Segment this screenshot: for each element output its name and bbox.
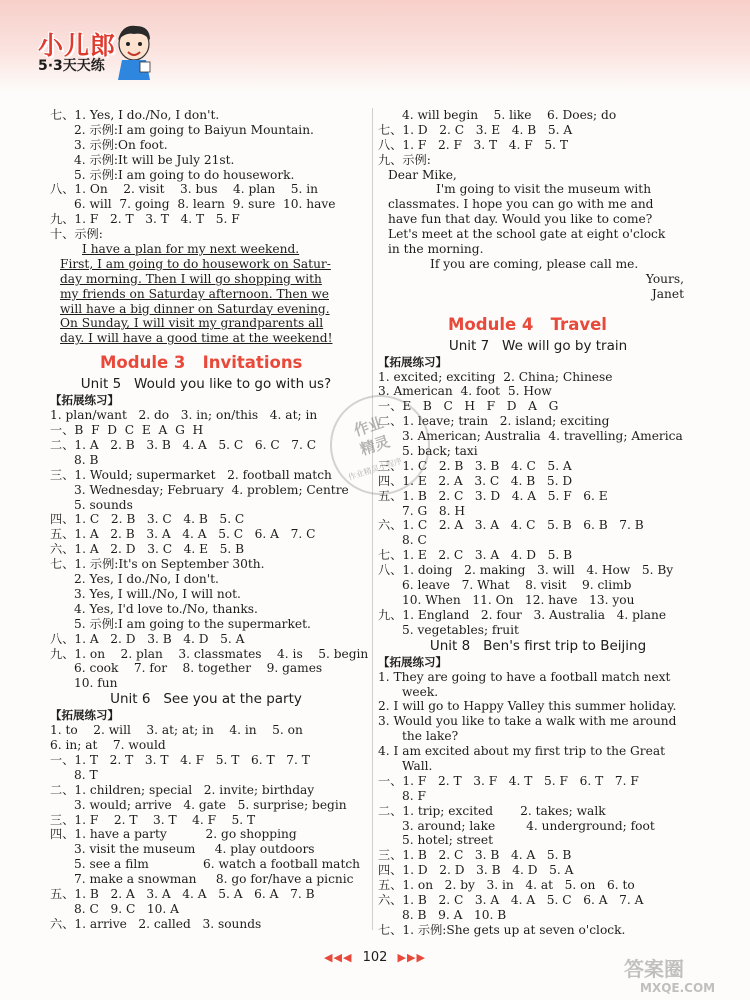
answer-line: 二、1. trip; excited 2. takes; walk xyxy=(378,803,606,818)
answer-line: 七、1. 示例:She gets up at seven o'clock. xyxy=(378,922,626,937)
page-number: 102 xyxy=(362,950,388,965)
answer-line: 8. T xyxy=(74,767,98,782)
essay-line: First, I am going to do housework on Satur- xyxy=(60,256,331,271)
answer-line: 九、1. F 2. T 3. T 4. T 5. F xyxy=(50,212,240,227)
stamp-text: 作业精灵小程序 xyxy=(347,456,404,483)
unit-6-heading: Unit 6 See you at the party xyxy=(110,691,302,708)
brand-subtitle: 5·3天天练 xyxy=(38,58,105,74)
letter-greeting: Dear Mike, xyxy=(388,167,457,182)
answer-line: the lake? xyxy=(402,729,459,744)
answer-line: 5. 示例:I am going to do housework. xyxy=(74,167,295,182)
letter-sign: Janet xyxy=(651,286,684,301)
answer-line: 8. F xyxy=(402,788,426,803)
answer-line: 二、1. A 2. B 3. B 4. A 5. C 6. C 7. C xyxy=(50,438,317,453)
answer-line: 5. 示例:I am going to the supermarket. xyxy=(74,616,311,631)
answer-line: week. xyxy=(402,684,439,699)
answer-line: 九、1. England 2. four 3. Australia 4. plane xyxy=(378,607,667,622)
answer-line: 三、1. C 2. B 3. B 4. C 5. A xyxy=(378,458,572,473)
module-4-heading: Module 4 Travel xyxy=(448,314,607,334)
answer-line: 六、1. B 2. C 3. A 4. A 5. C 6. A 7. A xyxy=(378,892,644,907)
answer-line: 3. visit the museum 4. play outdoors xyxy=(74,842,315,857)
answer-line: 五、1. A 2. B 3. A 4. A 5. C 6. A 7. C xyxy=(50,527,316,542)
answer-line: 八、1. A 2. D 3. B 4. D 5. A xyxy=(50,631,245,646)
answer-line: 一、B F D C E A G H xyxy=(50,423,204,438)
answer-line: 八、1. F 2. F 3. T 4. F 5. T xyxy=(378,137,569,152)
answer-line: 2. 示例:I am going to Baiyun Mountain. xyxy=(74,122,314,137)
answer-line: 四、1. have a party 2. go shopping xyxy=(50,827,297,842)
answer-line: 4. Yes, I'd love to./No, thanks. xyxy=(74,601,258,616)
essay-line: I have a plan for my next weekend. xyxy=(82,242,300,257)
letter-line: have fun that day. Would you like to come? xyxy=(388,212,653,227)
essay-line: day morning. Then I will go shopping with xyxy=(60,271,322,286)
letter-line: I'm going to visit the museum with xyxy=(436,182,652,197)
site-watermark-logo xyxy=(620,954,742,996)
answer-line: 七、1. 示例:It's on September 30th. xyxy=(50,557,265,572)
watermark-url: MXQE.COM xyxy=(640,981,716,995)
column-divider xyxy=(372,108,373,930)
essay-line: my friends on Saturday afternoon. Then we xyxy=(60,286,330,301)
answer-line: 三、1. B 2. C 3. B 4. A 5. B xyxy=(378,848,572,863)
answer-line: 五、1. B 2. A 3. A 4. A 5. A 6. A 7. B xyxy=(50,886,315,901)
answer-line: 九、示例: xyxy=(378,152,431,167)
answer-line: 3. American; Australia 4. travelling; America xyxy=(402,429,683,444)
answer-line: 8. C xyxy=(402,533,427,548)
answer-line: 3. around; lake 4. underground; foot xyxy=(402,818,655,833)
answer-line: 八、1. On 2. visit 3. bus 4. plan 5. in xyxy=(50,182,319,197)
answer-line: 九、1. on 2. plan 3. classmates 4. is 5. begin xyxy=(50,646,369,661)
answer-line: 三、1. F 2. T 3. T 4. F 5. T xyxy=(50,812,256,827)
answer-line: 10. fun xyxy=(74,676,118,691)
answer-line: 六、1. arrive 2. called 3. sounds xyxy=(50,916,262,931)
answer-line: 六、1. C 2. A 3. A 4. C 5. B 6. B 7. B xyxy=(378,518,644,533)
answer-line: 3. Wednesday; February 4. problem; Centre xyxy=(74,482,349,497)
answer-line: 3. Would you like to take a walk with me around xyxy=(378,714,677,729)
stamp-text: 作业 xyxy=(351,413,386,440)
answer-line: 4. 示例:It will be July 21st. xyxy=(74,152,235,167)
essay-line: On Sunday, I will visit my grandparents all xyxy=(60,316,324,331)
answer-line: 6. cook 7. for 8. together 9. games xyxy=(74,661,323,676)
answer-line: 3. would; arrive 4. gate 5. surprise; begin xyxy=(74,797,347,812)
answer-line: 七、1. D 2. C 3. E 4. B 5. A xyxy=(378,122,573,137)
answer-line: 二、1. children; special 2. invite; birthday xyxy=(50,782,315,797)
answer-line: 4. I am excited about my first trip to the Great xyxy=(378,744,665,759)
answer-line: 5. sounds xyxy=(74,497,133,512)
answer-line: 7. G 8. H xyxy=(402,503,465,518)
answer-line: 1. excited; exciting 2. China; Chinese xyxy=(378,369,613,384)
answer-line: 5. back; taxi xyxy=(402,444,478,459)
arrow-right-icon: ▶▶▶ xyxy=(397,951,426,964)
answer-line: 5. see a film 6. watch a football match xyxy=(74,857,361,872)
answer-line: 六、1. A 2. D 3. C 4. E 5. B xyxy=(50,542,245,557)
answer-line: 2. I will go to Happy Valley this summer holiday. xyxy=(378,699,677,714)
answer-line: 8. B xyxy=(74,452,99,467)
practice-tag: 【拓展练习】 xyxy=(378,654,447,669)
arrow-left-icon: ◀◀◀ xyxy=(324,951,353,964)
answer-line: 1. to 2. will 3. at; at; in 4. in 5. on xyxy=(50,723,303,738)
practice-tag: 【拓展练习】 xyxy=(50,708,119,723)
practice-tag: 【拓展练习】 xyxy=(378,354,447,369)
answer-line: 一、1. F 2. T 3. F 4. T 5. F 6. T 7. F xyxy=(378,773,639,788)
answer-line: 8. B 9. A 10. B xyxy=(402,907,507,922)
stamp-text: 精灵 xyxy=(357,432,392,459)
essay-line: will have a big dinner on Saturday evening. xyxy=(60,301,330,316)
answer-line: 10. When 11. On 12. have 13. you xyxy=(402,592,635,607)
answer-line: 三、1. Would; supermarket 2. football match xyxy=(50,467,332,482)
answer-line: 一、E B C H F D A G xyxy=(378,399,559,414)
brand-logo: 小儿郎 xyxy=(38,31,117,60)
mascot-boy-icon xyxy=(112,22,156,82)
answer-line: 5. hotel; street xyxy=(402,833,493,848)
answer-line: 4. will begin 5. like 6. Does; do xyxy=(402,108,617,122)
answer-line: 3. 示例:On foot. xyxy=(74,137,168,152)
answer-line: 8. C 9. C 10. A xyxy=(74,901,179,916)
unit-8-heading: Unit 8 Ben's first trip to Beijing xyxy=(429,637,647,654)
unit-5-heading: Unit 5 Would you like to go with us? xyxy=(80,376,332,393)
letter-line: classmates. I hope you can go with me and xyxy=(388,197,654,212)
practice-tag: 【拓展练习】 xyxy=(50,393,119,408)
answer-line: 四、1. C 2. B 3. C 4. B 5. C xyxy=(50,512,245,527)
answer-line: 二、1. leave; train 2. island; exciting xyxy=(378,414,610,429)
answer-line: Wall. xyxy=(402,758,433,773)
answer-line: 七、1. Yes, I do./No, I don't. xyxy=(50,108,220,122)
answer-line: 6. leave 7. What 8. visit 9. climb xyxy=(402,578,632,593)
essay-line: day. I will have a good time at the weekend! xyxy=(60,331,333,346)
answer-line: 四、1. E 2. A 3. C 4. B 5. D xyxy=(378,473,573,488)
answer-line: 一、1. T 2. T 3. T 4. F 5. T 6. T 7. T xyxy=(50,752,310,767)
right-column xyxy=(378,108,698,938)
unit-7-heading: Unit 7 We will go by train xyxy=(448,337,628,354)
answer-line: 八、1. doing 2. making 3. will 4. How 5. By xyxy=(378,563,674,578)
answer-line: 6. will 7. going 8. learn 9. sure 10. have xyxy=(74,197,336,212)
letter-sign: Yours, xyxy=(645,271,684,286)
answer-line: 十、示例: xyxy=(50,227,103,242)
answer-line: 2. Yes, I do./No, I don't. xyxy=(74,572,219,587)
answer-line: 7. make a snowman 8. go for/have a picnic xyxy=(74,872,354,887)
letter-line: in the morning. xyxy=(388,242,484,257)
letter-line: If you are coming, please call me. xyxy=(430,256,639,271)
answer-line: 6. in; at 7. would xyxy=(50,738,166,753)
answer-line: 五、1. on 2. by 3. in 4. at 5. on 6. to xyxy=(378,878,635,893)
answer-line: 1. They are going to have a football match next xyxy=(378,669,671,684)
answer-line: 七、1. E 2. C 3. A 4. D 5. B xyxy=(378,548,573,563)
answer-line: 四、1. D 2. D 3. B 4. D 5. A xyxy=(378,863,574,878)
answer-line: 3. American 4. foot 5. How xyxy=(378,384,552,399)
watermark-cn: 答案圈 xyxy=(624,957,684,981)
answer-line: 1. plan/want 2. do 3. in; on/this 4. at; in xyxy=(50,408,318,423)
answer-line: 五、1. B 2. C 3. D 4. A 5. F 6. E xyxy=(378,488,608,503)
page-header xyxy=(0,0,750,92)
letter-line: Let's meet at the school gate at eight o'clock xyxy=(388,227,666,242)
module-3-heading: Module 3 Invitations xyxy=(100,353,303,373)
answer-line: 3. Yes, I will./No, I will not. xyxy=(74,586,241,601)
answer-line: 5. vegetables; fruit xyxy=(402,622,519,637)
